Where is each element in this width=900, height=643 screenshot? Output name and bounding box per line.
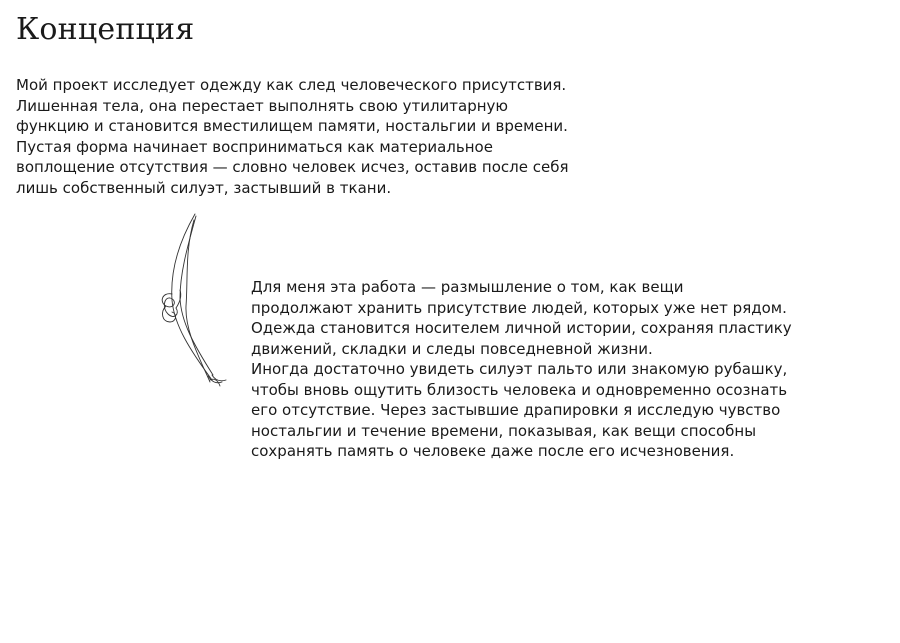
concept-paragraph-2 — [251, 277, 792, 462]
paragraph-line: Мой проект исследует одежду как след человеческого присутствия. — [16, 76, 567, 94]
paragraph-line: его отсутствие. Через застывшие драпировки я исследую чувство — [251, 401, 781, 419]
concept-paragraph-1 — [16, 75, 568, 198]
paragraph-line: воплощение отсутствия — словно человек исчез, оставив после себя — [16, 158, 569, 176]
line-drawing-sketch-icon — [150, 210, 230, 395]
paragraph-line: Одежда становится носителем личной истории, сохраняя пластику — [251, 319, 792, 337]
paragraph-line: ностальгии и течение времени, показывая, как вещи способны — [251, 421, 757, 440]
paragraph-line: Лишенная тела, она перестает выполнять свою утилитарную — [16, 96, 509, 115]
paragraph-line: сохранять память о человеке даже после его исчезновения. — [251, 442, 735, 460]
paragraph-line: продолжают хранить присутствие людей, которых уже нет рядом. — [251, 298, 787, 317]
paragraph-line: лишь собственный силуэт, застывший в ткани. — [16, 178, 392, 197]
paragraph-line: движений, складки и следы повседневной жизни. — [251, 339, 653, 358]
page-title: Концепция — [16, 12, 195, 47]
paragraph-line: функцию и становится вместилищем памяти, ностальгии и времени. — [16, 117, 568, 135]
paragraph-line: Иногда достаточно увидеть силуэт пальто или знакомую рубашку, — [251, 360, 788, 378]
paragraph-line: Пустая форма начинает восприниматься как материальное — [16, 137, 493, 156]
paragraph-line: чтобы вновь ощутить близость человека и одновременно осознать — [251, 380, 788, 399]
paragraph-line: Для меня эта работа — размышление о том, как вещи — [251, 278, 684, 296]
